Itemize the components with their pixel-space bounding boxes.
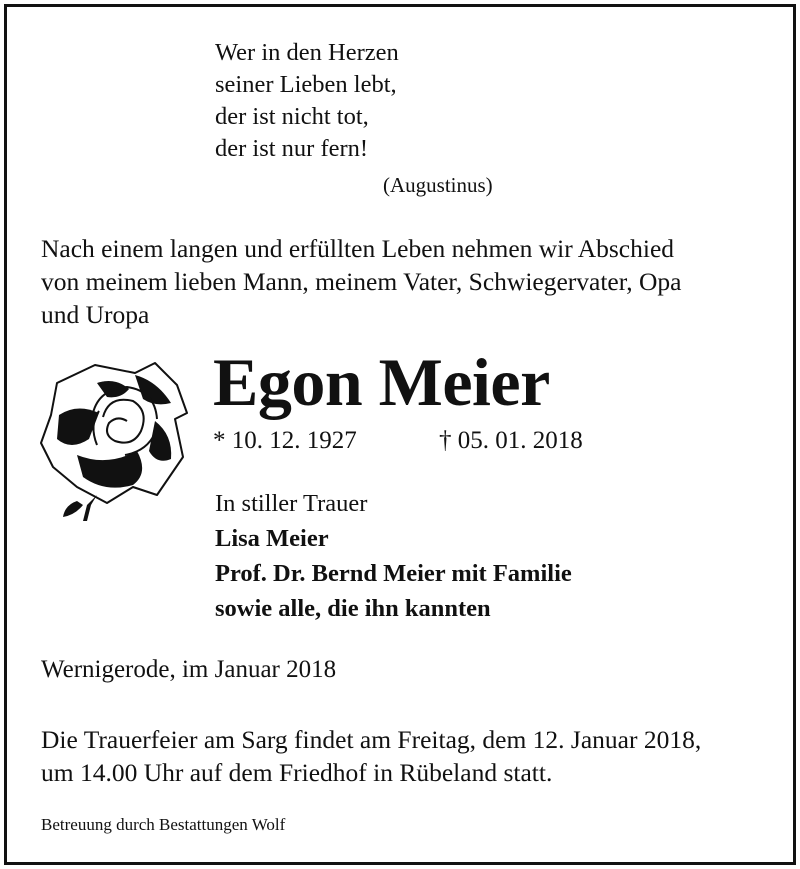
rose-icon bbox=[37, 355, 199, 523]
intro-line: und Uropa bbox=[41, 300, 150, 329]
service-line: Die Trauerfeier am Sarg findet am Freitag, dem 12. Januar 2018, bbox=[41, 725, 702, 754]
deceased-name: Egon Meier bbox=[213, 344, 550, 420]
mourners-intro: In stiller Trauer bbox=[215, 490, 368, 517]
place-date: Wernigerode, im Januar 2018 bbox=[41, 656, 337, 683]
intro-line: von meinem lieben Mann, meinem Vater, Schwiegervater, Opa bbox=[41, 267, 682, 296]
quote-line: seiner Lieben lebt, bbox=[215, 71, 397, 98]
mourner-name: sowie alle, die ihn kannten bbox=[215, 595, 491, 622]
quote-line: der ist nicht tot, bbox=[215, 103, 369, 130]
quote-line: Wer in den Herzen bbox=[215, 39, 399, 66]
service-line: um 14.00 Uhr auf dem Friedhof in Rübeland statt. bbox=[41, 758, 553, 787]
obituary-frame bbox=[4, 4, 796, 865]
mourner-name: Lisa Meier bbox=[215, 525, 329, 552]
mourner-name: Prof. Dr. Bernd Meier mit Familie bbox=[215, 560, 572, 587]
funeral-home-credit: Betreuung durch Bestattungen Wolf bbox=[41, 815, 286, 834]
birth-date: * 10. 12. 1927 bbox=[213, 427, 357, 454]
death-date: † 05. 01. 2018 bbox=[439, 427, 583, 454]
quote-line: der ist nur fern! bbox=[215, 135, 369, 162]
quote-author: (Augustinus) bbox=[383, 173, 493, 197]
intro-line: Nach einem langen und erfüllten Leben nehmen wir Abschied bbox=[41, 234, 675, 263]
